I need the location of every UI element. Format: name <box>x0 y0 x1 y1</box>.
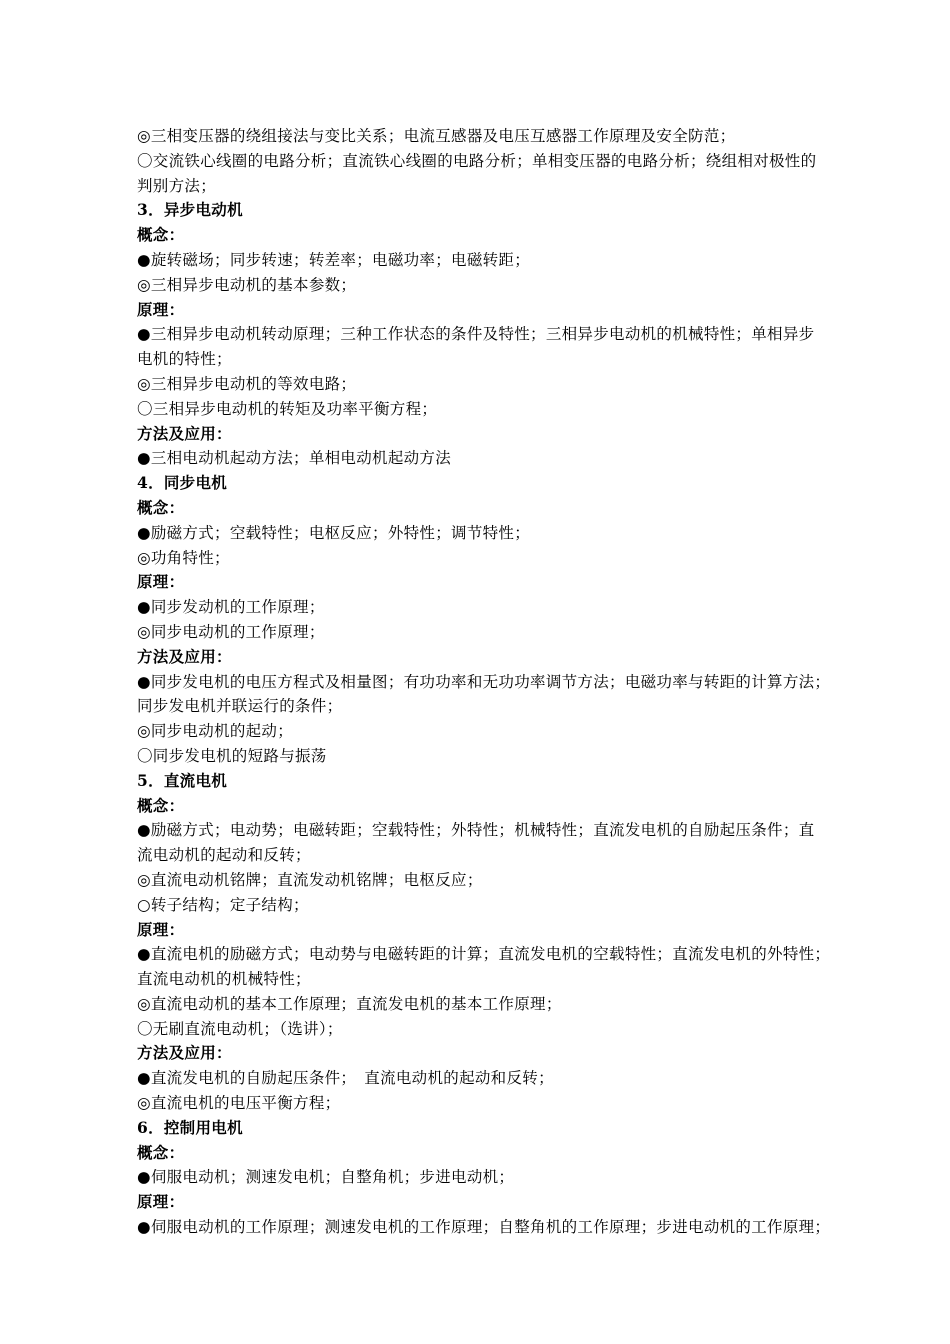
text-line: ○转子结构；定子结构； <box>137 895 309 914</box>
text-line: ●同步发动机的工作原理； <box>137 598 325 617</box>
text-line: ◎同步电动机的起动； <box>137 722 294 741</box>
text-line: ◎同步电动机的工作原理； <box>137 622 325 641</box>
section-heading: 原理： <box>137 919 185 939</box>
section-heading: 概念： <box>137 497 185 517</box>
section-heading: 原理： <box>137 572 185 592</box>
section-heading: 概念： <box>137 795 185 815</box>
section-heading: 3．异步电动机 <box>137 200 243 220</box>
text-line: 流电动机的起动和反转； <box>137 846 311 865</box>
text-line: 〇交流铁心线圈的电路分析；直流铁心线圈的电路分析；单相变压器的电路分析；绕组相对极性的 <box>137 151 817 170</box>
section-heading: 4．同步电机 <box>137 473 228 493</box>
text-line: ●励磁方式；空载特性；电枢反应；外特性；调节特性； <box>137 523 531 542</box>
text-line: ●同步发电机的电压方程式及相量图；有功功率和无功功率调节方法；电磁功率与转距的计算方法； <box>137 672 831 691</box>
text-line: ◎直流电机的电压平衡方程； <box>137 1094 341 1113</box>
document-page <box>137 124 877 1240</box>
text-line: ●直流电机的励磁方式；电动势与电磁转距的计算；直流发电机的空载特性；直流发电机的外特性； <box>137 945 831 964</box>
text-line: 直流电动机的机械特性； <box>137 970 311 989</box>
text-line: ●三相电动机起动方法；单相电动机起动方法 <box>137 449 452 468</box>
text-line: ●三相异步电动机转动原理；三种工作状态的条件及特性；三相异步电动机的机械特性；单相异步 <box>137 325 815 344</box>
section-heading: 概念： <box>137 225 185 245</box>
text-line: 〇无刷直流电动机；（选讲）； <box>137 1019 343 1038</box>
text-line: ●旋转磁场；同步转速；转差率；电磁功率；电磁转距； <box>137 250 531 269</box>
text-line: ◎三相变压器的绕组接法与变比关系；电流互感器及电压互感器工作原理及安全防范； <box>137 127 736 145</box>
text-line: ◎功角特性； <box>137 548 230 567</box>
text-line: ◎直流电动机铭牌；直流发动机铭牌；电枢反应； <box>137 870 483 889</box>
text-line: ●伺服电动机；测速发电机；自整角机；步进电动机； <box>137 1168 515 1187</box>
text-line: ◎三相异步电动机的基本参数； <box>137 275 357 294</box>
section-heading: 概念： <box>137 1142 185 1162</box>
text-line: 〇三相异步电动机的转矩及功率平衡方程； <box>137 399 438 418</box>
section-heading: 原理： <box>137 1192 185 1212</box>
text-line: ●伺服电动机的工作原理；测速发电机的工作原理；自整角机的工作原理；步进电动机的工作原理； <box>137 1218 831 1237</box>
text-line: 〇同步发电机的短路与振荡 <box>137 746 327 765</box>
text-line: ◎直流电动机的基本工作原理；直流发电机的基本工作原理； <box>137 994 562 1013</box>
text-line: 同步发电机并联运行的条件； <box>137 697 343 716</box>
section-heading: 方法及应用： <box>137 423 232 443</box>
text-line: ◎三相异步电动机的等效电路； <box>137 374 357 393</box>
text-line: 电机的特性； <box>137 350 232 369</box>
section-heading: 原理： <box>137 299 185 319</box>
text-line: 判别方法； <box>137 176 217 195</box>
section-heading: 方法及应用： <box>137 646 232 666</box>
section-heading: 方法及应用： <box>137 1043 232 1063</box>
text-line: ●直流发电机的自励起压条件； 直流电动机的起动和反转； <box>137 1069 554 1088</box>
section-heading: 6．控制用电机 <box>137 1117 243 1137</box>
text-line: ●励磁方式；电动势；电磁转距；空载特性；外特性；机械特性；直流发电机的自励起压条件；直 <box>137 821 815 840</box>
section-heading: 5．直流电机 <box>137 770 228 790</box>
